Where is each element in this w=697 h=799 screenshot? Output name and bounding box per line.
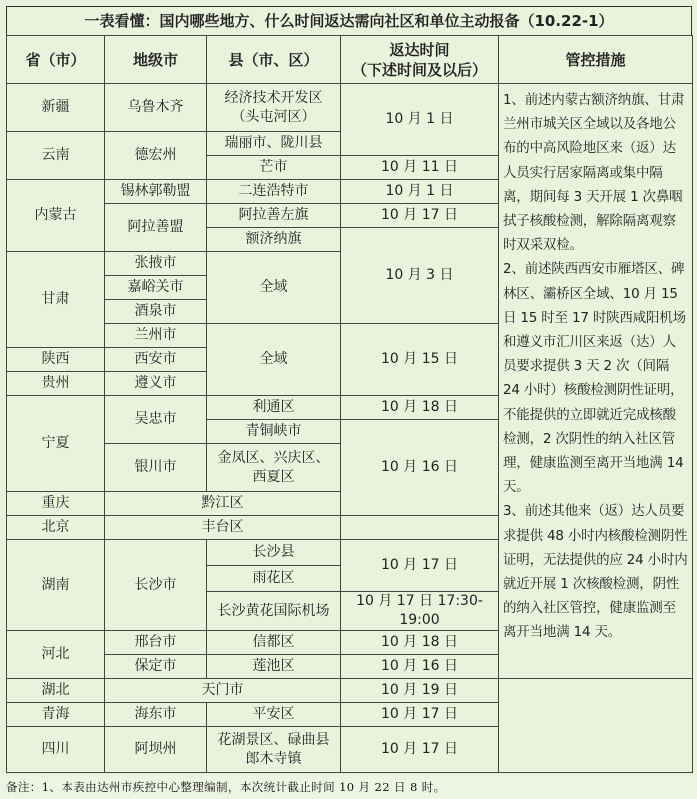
cell-city: 吴忠市 [105, 396, 207, 444]
header-return-time [341, 36, 499, 84]
cell-county: 莲池区 [207, 655, 341, 679]
cell-return-time: 10 月 18 日 [341, 396, 499, 420]
measure-item-1: 1、前述内蒙古额济纳旗、甘肃兰州市城关区全域以及各地公布的中高风险地区来（返）达人员实行居家隔离或集中隔离，期间每 3 天开展 1 次鼻咽拭子核酸检测，解除隔离观察时双采双检。 [503, 92, 685, 254]
table-row [7, 84, 693, 132]
cell-return-time: 10 月 11 日 [341, 156, 499, 180]
report-table [6, 35, 693, 773]
cell-province: 湖南 [7, 540, 105, 631]
cell-province: 北京 [7, 516, 105, 540]
cell-return-time: 10 月 17 日 [341, 540, 499, 592]
cell-province: 新疆 [7, 84, 105, 132]
cell-city: 银川市 [105, 444, 207, 492]
cell-county: 额济纳旗 [207, 228, 341, 252]
cell-county [207, 84, 341, 132]
cell-city: 遵义市 [105, 372, 207, 396]
cell-return-time: 10 月 17 日 [341, 204, 499, 228]
measure-item-3: 3、前述其他来（返）达人员要求提供 48 小时内核酸检测阴性证明，无法提供的应 24 小时内就近开展 1 次核酸检测，阴性的纳入社区管控，健康监测至离开当地满 14 天。 [503, 503, 688, 641]
cell-county-line: 郎木寺镇 [245, 750, 302, 767]
cell-county-line: （头屯河区） [231, 108, 316, 125]
cell-county-line: 西夏区 [252, 468, 295, 485]
cell-measures-continued [499, 679, 693, 773]
cell-county: 长沙县 [207, 540, 341, 566]
table-title: 一表看懂：国内哪些地方、什么时间返达需向社区和单位主动报备（10.22-1） [6, 6, 692, 35]
header-province: 省（市） [7, 36, 105, 84]
header-measures: 管控措施 [499, 36, 693, 84]
cell-county: 青铜峡市 [207, 420, 341, 444]
cell-return-time: 10 月 19 日 [341, 679, 499, 703]
cell-county: 黔江区 [105, 492, 341, 516]
cell-county: 雨花区 [207, 566, 341, 592]
header-row [7, 36, 693, 84]
cell-return-time: 10 月 18 日 [341, 631, 499, 655]
cell-county: 丰台区 [105, 516, 341, 540]
cell-city: 张掖市 [105, 252, 207, 276]
cell-city: 保定市 [105, 655, 207, 679]
header-return-time-line2: （下述时间及以后） [351, 60, 487, 79]
cell-return-time: 10 月 17 日 [341, 727, 499, 773]
cell-province: 内蒙古 [7, 180, 105, 252]
measure-item-2: 2、前述陕西西安市雁塔区、碑林区、灞桥区全域、10 月 15 日 15 时至 17 时陕西咸阳机场和遵义市汇川区来返（达）人员要求提供 3 天 2 次（间隔 24 小时）核酸检测阴性证明，不能提供的立即就近完成核酸检测，2 次阴性的纳入社区管理，健康监测至离开当地满 14 天。 [503, 261, 686, 496]
cell-return-time: 10 月 3 日 [341, 228, 499, 324]
cell-county [207, 727, 341, 773]
cell-city: 邢台市 [105, 631, 207, 655]
cell-city: 锡林郭勒盟 [105, 180, 207, 204]
cell-county: 瑞丽市、陇川县 [207, 132, 341, 156]
cell-province: 湖北 [7, 679, 105, 703]
cell-city: 德宏州 [105, 132, 207, 180]
cell-province: 贵州 [7, 372, 105, 396]
cell-city: 兰州市 [105, 324, 207, 348]
cell-county: 长沙黄花国际机场 [207, 592, 341, 631]
cell-return-time: 10 月 15 日 [341, 324, 499, 396]
cell-return-time: 10 月 16 日 [341, 655, 499, 679]
cell-city: 阿拉善盟 [105, 204, 207, 252]
cell-county: 芒市 [207, 156, 341, 180]
cell-province: 青海 [7, 703, 105, 727]
cell-return-time: 10 月 1 日 [341, 180, 499, 204]
cell-city: 长沙市 [105, 540, 207, 631]
cell-county-line: 经济技术开发区 [224, 89, 323, 106]
table-row [7, 679, 693, 703]
cell-city: 海东市 [105, 703, 207, 727]
cell-return-time: 10 月 17 日 17:30-19:00 [341, 592, 499, 631]
cell-province: 重庆 [7, 492, 105, 516]
cell-return-time: 10 月 17 日 [341, 703, 499, 727]
cell-province: 甘肃 [7, 252, 105, 348]
cell-city: 酒泉市 [105, 300, 207, 324]
cell-county: 阿拉善左旗 [207, 204, 341, 228]
cell-city: 天门市 [105, 679, 341, 703]
cell-province: 陕西 [7, 348, 105, 372]
header-county: 县（市、区） [207, 36, 341, 84]
cell-city: 嘉峪关市 [105, 276, 207, 300]
footnote: 备注：1、本表由达州市疾控中心整理编制，本次统计截止时间 10 月 22 日 8 时。 [6, 780, 446, 794]
cell-county: 二连浩特市 [207, 180, 341, 204]
cell-measures [499, 84, 693, 679]
cell-return-time: 10 月 16 日 [341, 420, 499, 516]
cell-city: 阿坝州 [105, 727, 207, 773]
cell-province: 宁夏 [7, 396, 105, 492]
header-city: 地级市 [105, 36, 207, 84]
cell-province: 四川 [7, 727, 105, 773]
cell-city: 乌鲁木齐 [105, 84, 207, 132]
cell-county: 利通区 [207, 396, 341, 420]
cell-province: 河北 [7, 631, 105, 679]
cell-city: 西安市 [105, 348, 207, 372]
cell-county: 信都区 [207, 631, 341, 655]
cell-return-time: 10 月 1 日 [341, 84, 499, 156]
header-return-time-line1: 返达时间 [389, 40, 450, 59]
cell-county: 全域 [207, 324, 341, 396]
cell-province: 云南 [7, 132, 105, 180]
cell-county: 全域 [207, 252, 341, 324]
cell-county-line: 花湖景区、碌曲县 [217, 731, 330, 748]
cell-county [207, 444, 341, 492]
cell-county-line: 金凤区、兴庆区、 [217, 449, 330, 466]
cell-county: 平安区 [207, 703, 341, 727]
